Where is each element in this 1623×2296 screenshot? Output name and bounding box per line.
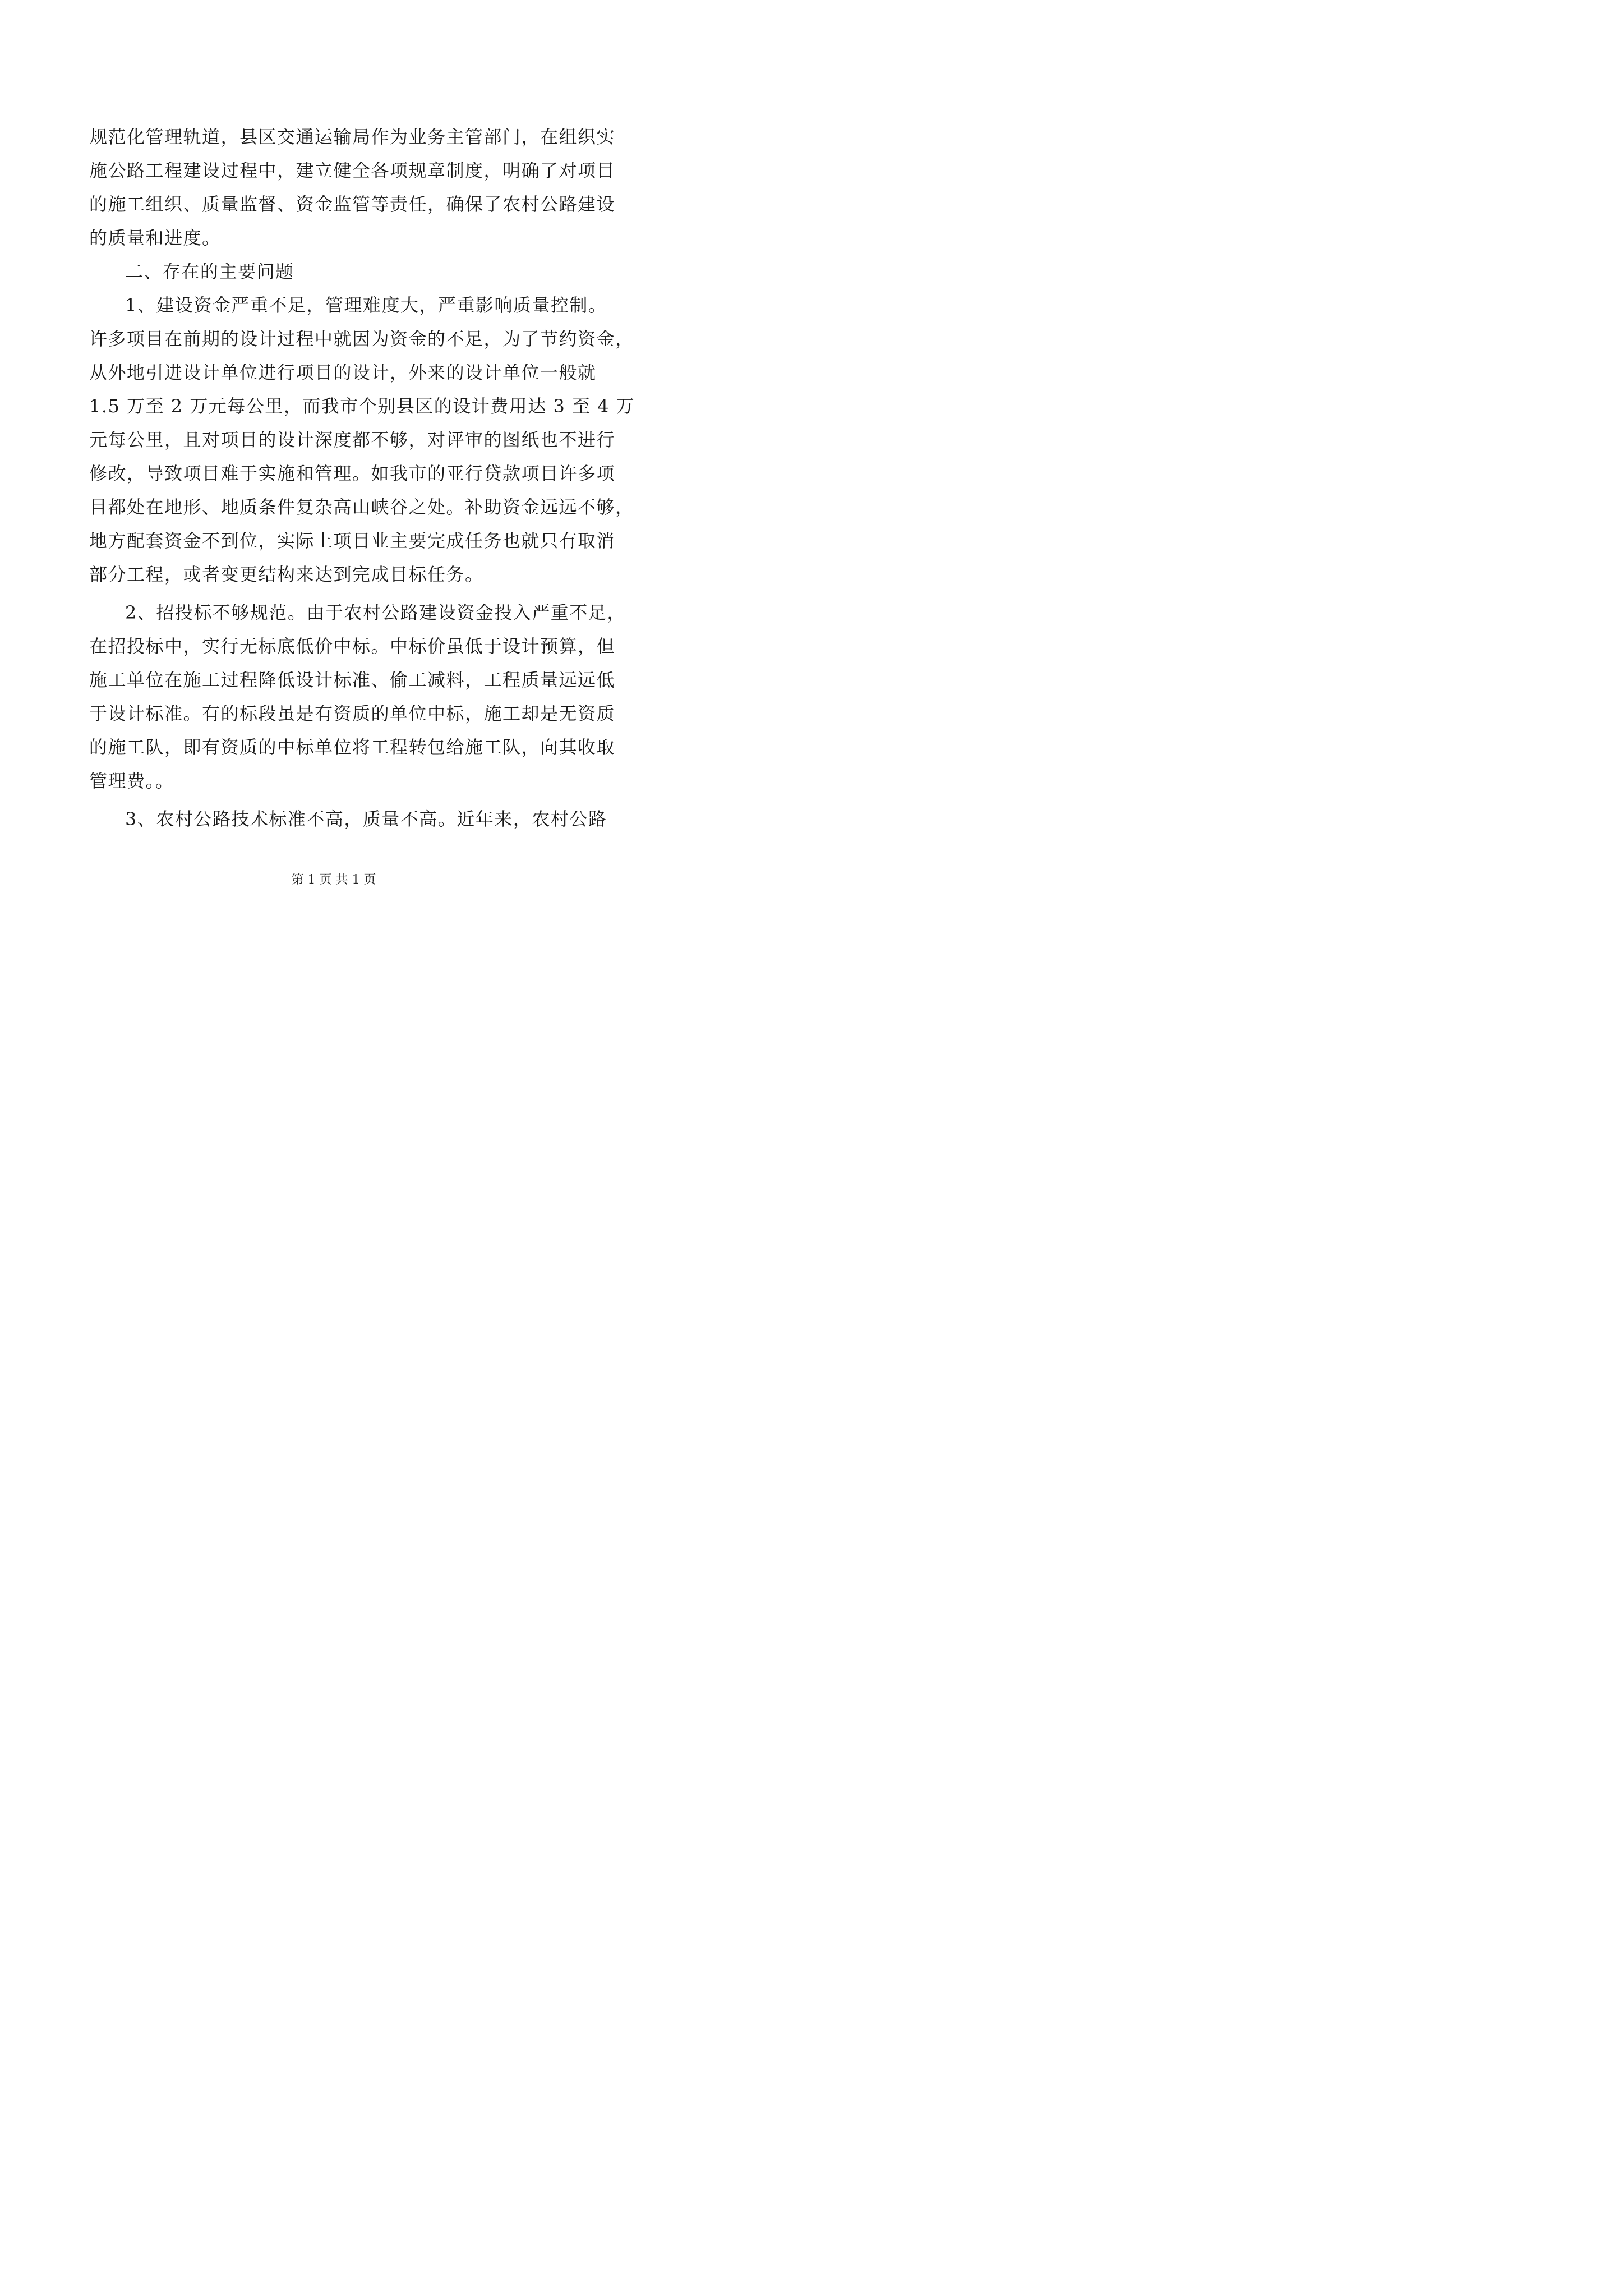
- text-line: 许多项目在前期的设计过程中就因为资金的不足，为了节约资金，: [89, 328, 634, 349]
- text-line: 施公路工程建设过程中，建立健全各项规章制度，明确了对项目: [89, 160, 616, 181]
- page-footer: 第 1 页 共 1 页: [291, 873, 376, 887]
- text-line: 2、招投标不够规范。由于农村公路建设资金投入严重不足，: [125, 602, 626, 623]
- text-line: 目都处在地形、地质条件复杂高山峡谷之处。补助资金远远不够，: [89, 496, 634, 518]
- text-line: 规范化管理轨道，县区交通运输局作为业务主管部门，在组织实: [89, 126, 616, 148]
- text-line: 地方配套资金不到位，实际上项目业主要完成任务也就只有取消: [89, 530, 616, 551]
- text-line: 元每公里，且对项目的设计深度都不够，对评审的图纸也不进行: [89, 429, 616, 450]
- text-line: 的质量和进度。: [89, 227, 221, 249]
- document-page: [0, 0, 667, 944]
- section-heading: 二、存在的主要问题: [125, 261, 294, 282]
- text-line: 从外地引进设计单位进行项目的设计，外来的设计单位一般就: [89, 362, 597, 383]
- text-line: 的施工队，即有资质的中标单位将工程转包给施工队，向其收取: [89, 737, 616, 758]
- body-text: [89, 120, 635, 836]
- text-line: 在招投标中，实行无标底低价中标。中标价虽低于设计预算，但: [89, 636, 616, 657]
- text-line: 1、建设资金严重不足，管理难度大，严重影响质量控制。: [125, 295, 607, 316]
- text-line: 部分工程，或者变更结构来达到完成目标任务。: [89, 564, 484, 585]
- text-line: 施工单位在施工过程降低设计标准、偷工减料，工程质量远远低: [89, 669, 616, 691]
- text-line: 于设计标准。有的标段虽是有资质的单位中标，施工却是无资质: [89, 703, 616, 724]
- text-line: 管理费。。: [89, 770, 174, 792]
- text-line: 1.5 万至 2 万元每公里，而我市个别县区的设计费用达 3 至 4 万: [89, 395, 635, 417]
- text-line: 修改，导致项目难于实施和管理。如我市的亚行贷款项目许多项: [89, 463, 616, 484]
- text-line: 的施工组织、质量监督、资金监管等责任，确保了农村公路建设: [89, 194, 616, 215]
- text-line: 3、农村公路技术标准不高，质量不高。近年来，农村公路: [125, 808, 607, 830]
